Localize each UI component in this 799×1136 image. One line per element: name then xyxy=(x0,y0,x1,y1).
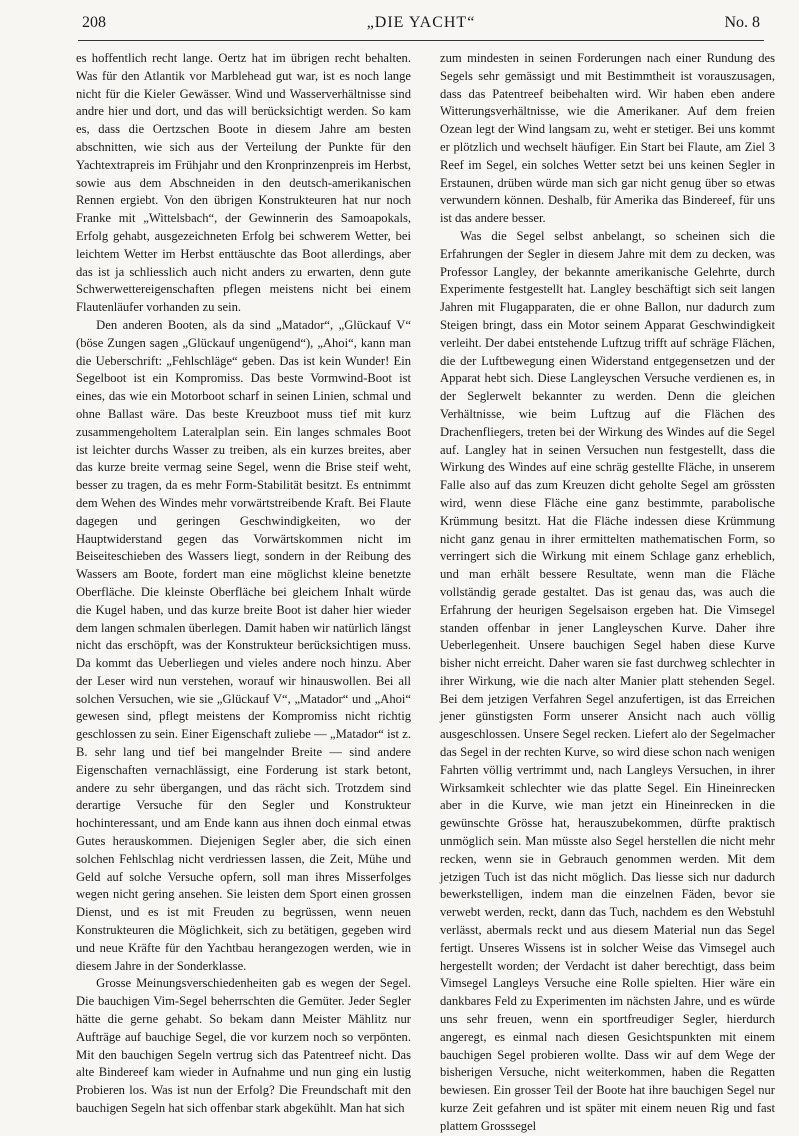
left-column xyxy=(76,50,411,1116)
paragraph: Grosse Meinungsverschiedenheiten gab es wegen der Segel. Die bauchigen Vim-Segel beherrschten die Gemüter. Jeder Segler hätte die gerne gehabt. So bekam dann Meister Mählitz nur Aufträge auf bauchige Segel, die vor kurzem noch so verpönten. Mit den bauchigen Segeln vertrug sich das Patentreef nicht. Das alte Bindereef kam wieder in Aufnahme und nun ging ein lustig Probieren los. Was ist nun der Erfolg? Die Freundschaft mit den bauchigen Segeln hat sich offenbar stark abgekühlt. Man hat sich xyxy=(76,976,411,1116)
paragraph: zum mindesten in seinen Forderungen nach einer Rundung des Segels sehr gemässigt und mit Bestimmtheit ist vorauszusagen, dass das Patentreef beibehalten wird. Wir haben eben andere Witterungsverhältnisse, wie die Amerikaner. Auf dem freien Ozean legt der Wind langsam zu, weht er stetiger. Bei uns kommt er plötzlich und wechselt häufiger. Ein Start bei Flaute, am Ziel 3 Reef im Segel, ein solches Wetter setzt bei uns keinen Segler in Erstaunen, drüben würde man sich gar nicht genug über so etwas verwundern können. Deshalb, für Amerika das Bindereef, für uns ist das andere besser. xyxy=(440,51,775,226)
paragraph: Was die Segel selbst anbelangt, so scheinen sich die Erfahrungen der Segler in diesem Jahre mit dem zu decken, was Professor Langley, der bekannte amerikanische Gelehrte, durch Experimente festgestellt hat. Langley beschäftigt sich seit langen Jahren mit Flugapparaten, die er ohne Ballon, nur dadurch zum Steigen bringt, dass ein Motor seinem Apparat Geschwindigkeit verleiht. Der dabei entstehende Luftzug trifft auf schräge Flächen, die der Luftbewegung einen Widerstand entgegensetzen und der Apparat hebt sich. Diese Langleyschen Versuche verdienen es, in der Seglerwelt bekannter zu werden. Denn die gleichen Verhältnisse, wie beim Luftzug auf die Flächen des Drachenfliegers, treten bei der Wirkung des Windes auf die Segel auf. Langley hat in seinen Versuchen nun festgestellt, dass die Wirkung des Windes auf eine schräg gestellte Fläche, in unserem Falle also auf das zum Kreuzen dicht geholte Segel am grössten wird, wenn diese Fläche eine ganz bestimmte, parabolische Krümmung besitzt. Hat die Fläche indessen diese Krümmung nicht ganz genau in ihrer ermittelten mathematischen Form, so verringert sich die Wirkung mit einem Schlage ganz erheblich, und man erhält bessere Resultate, wenn man die Fläche vollständig gerade gestaltet. Das ist genau das, was auch die Erfahrung der heurigen Segelsaison ergeben hat. Die Vimsegel standen offenbar in jener Langleyschen Kurve. Daher ihre Ueberlegenheit. Unsere bauchigen Segel haben diese Kurve bisher nicht erreicht. Daher waren sie fast durchweg schlechter in ihrer Wirkung, wie die nach alter Manier platt stehenden Segel. Bei dem jetzigen Verfahren Segel anzufertigen, ist das Erreichen jener günstigsten Form unserer Ansicht nach auch völlig ausgeschlossen. Unsere Segel recken. Liefert alo der Segelmacher das Segel in der rechten Kurve, so wird diese schon nach wenigen Fahrten völlig vertrimmt und, nach Langleys Versuchen, in ihrer Wirksamkeit schlechter wie das platte Segel. Ein Hineinrecken aber in die Kurve, wie man jetzt ein Hineinrecken in die gewünschte Grösse hat, herauszubekommen, dürfte praktisch unmöglich sein. Man müsste also Segel herstellen die nicht mehr recken, wenn sie in Gebrauch genommen werden. Mit dem jetzigen Tuch ist das nicht möglich. Das liesse sich nur dadurch bewerkstelligen, indem man die einzelnen Fäden, bevor sie verwebt werden, reckt, dann das Tuch, nachdem es den Webstuhl verlässt, abermals reckt und aus diesem Material nun das Segel fertigt. Unseres Wissens ist in solcher Weise das Vimsegel auch hergestellt worden; der Verdacht ist daher berechtigt, dass beim Vimsegel Langleys Versuche eine Rolle spielten. Hier wäre ein dankbares Feld zu Experimenten im nächsten Jahre, und es würde uns sehr freuen, wenn ein sportfreudiger Segler, hierdurch angeregt, es einmal nach diesen Gesichtspunkten mit einem bauchigen Segel probieren wollte. Dass wir auf dem Wege der bisherigen Versuche, nicht weiterkommen, haben die Regatten bewiesen. Ein grosser Teil der Boote hat ihre bauchigen Segel nur kurze Zeit gefahren und ist später mit einem neuen Rig und fast plattem Grosssegel xyxy=(440,228,775,1133)
journal-title: „DIE YACHT“ xyxy=(366,14,476,31)
page-header xyxy=(78,10,764,41)
paragraph: Den anderen Booten, als da sind „Matador“, „Glückauf V“ (böse Zungen sagen „Glückauf ungenügend“), „Ahoi“, kann man die Ueberschrift: „Fehlschläge“ geben. Das ist kein Wunder! Ein Segelboot ist ein Kompromiss. Das beste Vormwind-Boot ist eines, das wie ein Motorboot scharf in seinen Linien, schmal und ohne Ballast wäre. Das beste Kreuzboot muss tief mit kurz zusammengeholtem Lateralplan sein. Ein langes schmales Boot ist leichter durchs Wasser zu treiben, als ein kurzes breites, aber das kurze breite vermag seine Segel, wenn die Brise steif weht, besser zu tragen, da es mehr Form-Stabilität besitzt. Es entnimmt dem Wehen des Windes mehr vorwärtstreibende Kraft. Bei Flaute dagegen und geringen Geschwindigkeiten, wo der Hauptwiderstand gegen das Vorwärtskommen nicht im Beiseiteschieben des Wassers liegt, sondern in der Reibung des Wassers am Boote, fordert man eine möglichst kleine benetzte Oberfläche. Die kleinste Oberfläche bei gleichem Inhalt würde die Kugel haben, und das kurze breite Boot ist daher hier wieder dem langen schmalen überlegen. Damit haben wir natürlich längst nicht das erschöpft, was der Konstrukteur berücksichtigen muss. Da kommt das Ueberliegen und vieles andere noch hinzu. Aber der Leser wird nun verstehen, worauf wir hinauswollen. Bei all solchen Versuchen, wie sie „Glückauf V“, „Matador“ und „Ahoi“ gewesen sind, pflegt meistens der Kompromiss nicht richtig geschlossen zu sein. Einer Eigenschaft zuliebe — „Matador“ ist z. B. sehr lang und tief bei mangelnder Breite — sind andere Eigenschaften vernachlässigt, eine Forderung ist stark betont, andere zu sehr übergangen, und das rächt sich. Trotzdem sind derartige Versuche für den Segler und Konstrukteur hochinteressant, und am Ende kann aus ihnen doch einmal etwas Gutes herauskommen. Diejenigen Segler aber, die sich einen solchen Fehlschlag nicht verdriessen lassen, die Zeit, Mühe und Geld auf solche Versuche opfern, soll man ihres Misserfolges wegen nicht gering ansehen. Sie leisten dem Sport einen grossen Dienst, und es ist mit Freuden zu begrüssen, wenn neuen Konstrukteuren die Möglichkeit, sich zu betätigen, gegeben wird und neue Kräfte für den Yachtbau herangezogen werden, wie in diesem Jahre in der Sonderklasse. xyxy=(76,317,411,973)
paragraph: es hoffentlich recht lange. Oertz hat im übrigen recht behalten. Was für den Atlantik vor Marblehead gut war, ist es noch lange nicht für die Kieler Gewässer. Wind und Wasserverhältnisse sind andre hier und dort, und das will berücksichtigt werden. So kam es, dass die Oertzschen Boote in diesem Jahre am besten abschnitten, wie sich aus der Verteilung der Punkte für den Yachtextrapreis im Frühjahr und den Kronprinzenpreis im Herbst, sowie aus dem Abschneiden in den deutsch-amerikanischen Rennen ergiebt. Von den übrigen Konstrukteuren hat nur noch Franke mit „Wittelsbach“, der Gewinnerin des Samoapokals, Erfolg gehabt, ausgezeichneten Erfolg bei schwerem Wetter, bei leichtem Wetter im Herbst enttäuschte das Boot allerdings, aber das ist ja schliesslich auch nicht anders zu erwarten, denn gute Schwerwettereigenschaften pflegen meistens nicht bei einem Flautenläufer vorhanden zu sein. xyxy=(76,51,411,315)
issue-number: No. 8 xyxy=(724,14,760,31)
page-number: 208 xyxy=(82,14,106,31)
right-column xyxy=(440,50,775,1133)
